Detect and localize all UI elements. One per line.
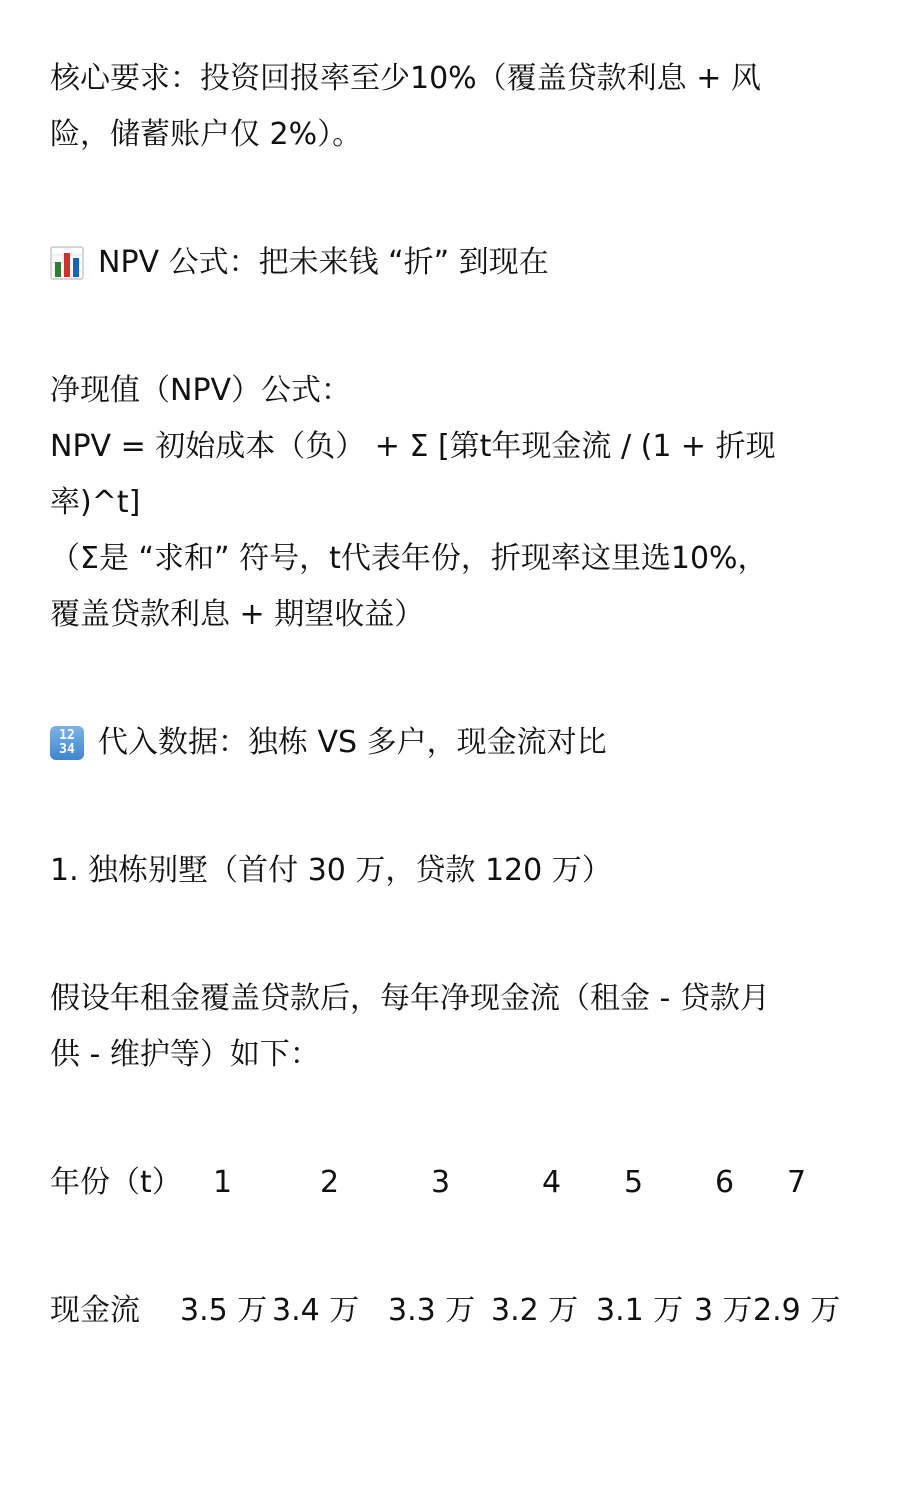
npv-heading-text: NPV 公式：把未来钱 “折” 到现在	[98, 245, 549, 280]
villa-title: 1. 独栋别墅（首付 30 万，贷款 120 万）	[50, 853, 612, 888]
spacer	[50, 899, 850, 971]
cashflow-cell: 3.1 万	[596, 1293, 684, 1328]
cashflow-cell: 3 万	[694, 1293, 753, 1328]
formula-line-2: 率)^t]	[50, 485, 141, 520]
numbers-icon-top: 12	[59, 728, 75, 743]
year-cell: 3	[431, 1165, 451, 1200]
spacer	[50, 291, 850, 363]
cashflow-row-label: 现金流	[50, 1293, 140, 1328]
assumption-line-1: 假设年租金覆盖贷款后，每年净现金流（租金 - 贷款月	[50, 981, 770, 1016]
formula-intro: 净现值（NPV）公式：	[50, 373, 352, 408]
year-cell: 1	[213, 1165, 233, 1200]
bar-chart-icon	[50, 246, 84, 280]
cashflow-cell: 3.4 万	[272, 1293, 360, 1328]
input-numbers-icon	[50, 726, 84, 760]
formula-note-line-1: （Σ是 “求和” 符号，t代表年份，折现率这里选10%，	[50, 541, 768, 576]
year-cell: 7	[787, 1165, 807, 1200]
data-heading-text: 代入数据：独栋 VS 多户，现金流对比	[98, 725, 607, 760]
npv-heading	[50, 235, 850, 291]
spacer	[50, 163, 850, 235]
formula-line-1: NPV = 初始成本（负） + Σ [第t年现金流 / (1 + 折现	[50, 429, 776, 464]
core-requirement-line-1: 核心要求：投资回报率至少10%（覆盖贷款利息 + 风	[50, 61, 761, 96]
spacer	[50, 771, 850, 843]
year-cell: 6	[715, 1165, 735, 1200]
spacer	[50, 643, 850, 715]
spacer	[50, 1211, 850, 1283]
cashflow-row	[50, 1283, 850, 1339]
year-row	[50, 1155, 850, 1211]
assumption-line-2: 供 - 维护等）如下：	[50, 1037, 320, 1072]
spacer	[50, 1083, 850, 1155]
cashflow-cell: 2.9 万	[753, 1293, 841, 1328]
cashflow-cell: 3.2 万	[491, 1293, 579, 1328]
cashflow-cell: 3.3 万	[388, 1293, 476, 1328]
year-cell: 4	[542, 1165, 562, 1200]
formula-note-line-2: 覆盖贷款利息 + 期望收益）	[50, 597, 425, 632]
year-cell: 5	[624, 1165, 644, 1200]
cashflow-cell: 3.5 万	[180, 1293, 268, 1328]
year-row-label: 年份（t）	[50, 1165, 182, 1200]
year-cell: 2	[320, 1165, 340, 1200]
core-requirement-line-2: 险，储蓄账户仅 2%）。	[50, 117, 363, 152]
document-body	[50, 51, 850, 1339]
data-heading	[50, 715, 850, 771]
numbers-icon-bottom: 34	[59, 742, 75, 757]
